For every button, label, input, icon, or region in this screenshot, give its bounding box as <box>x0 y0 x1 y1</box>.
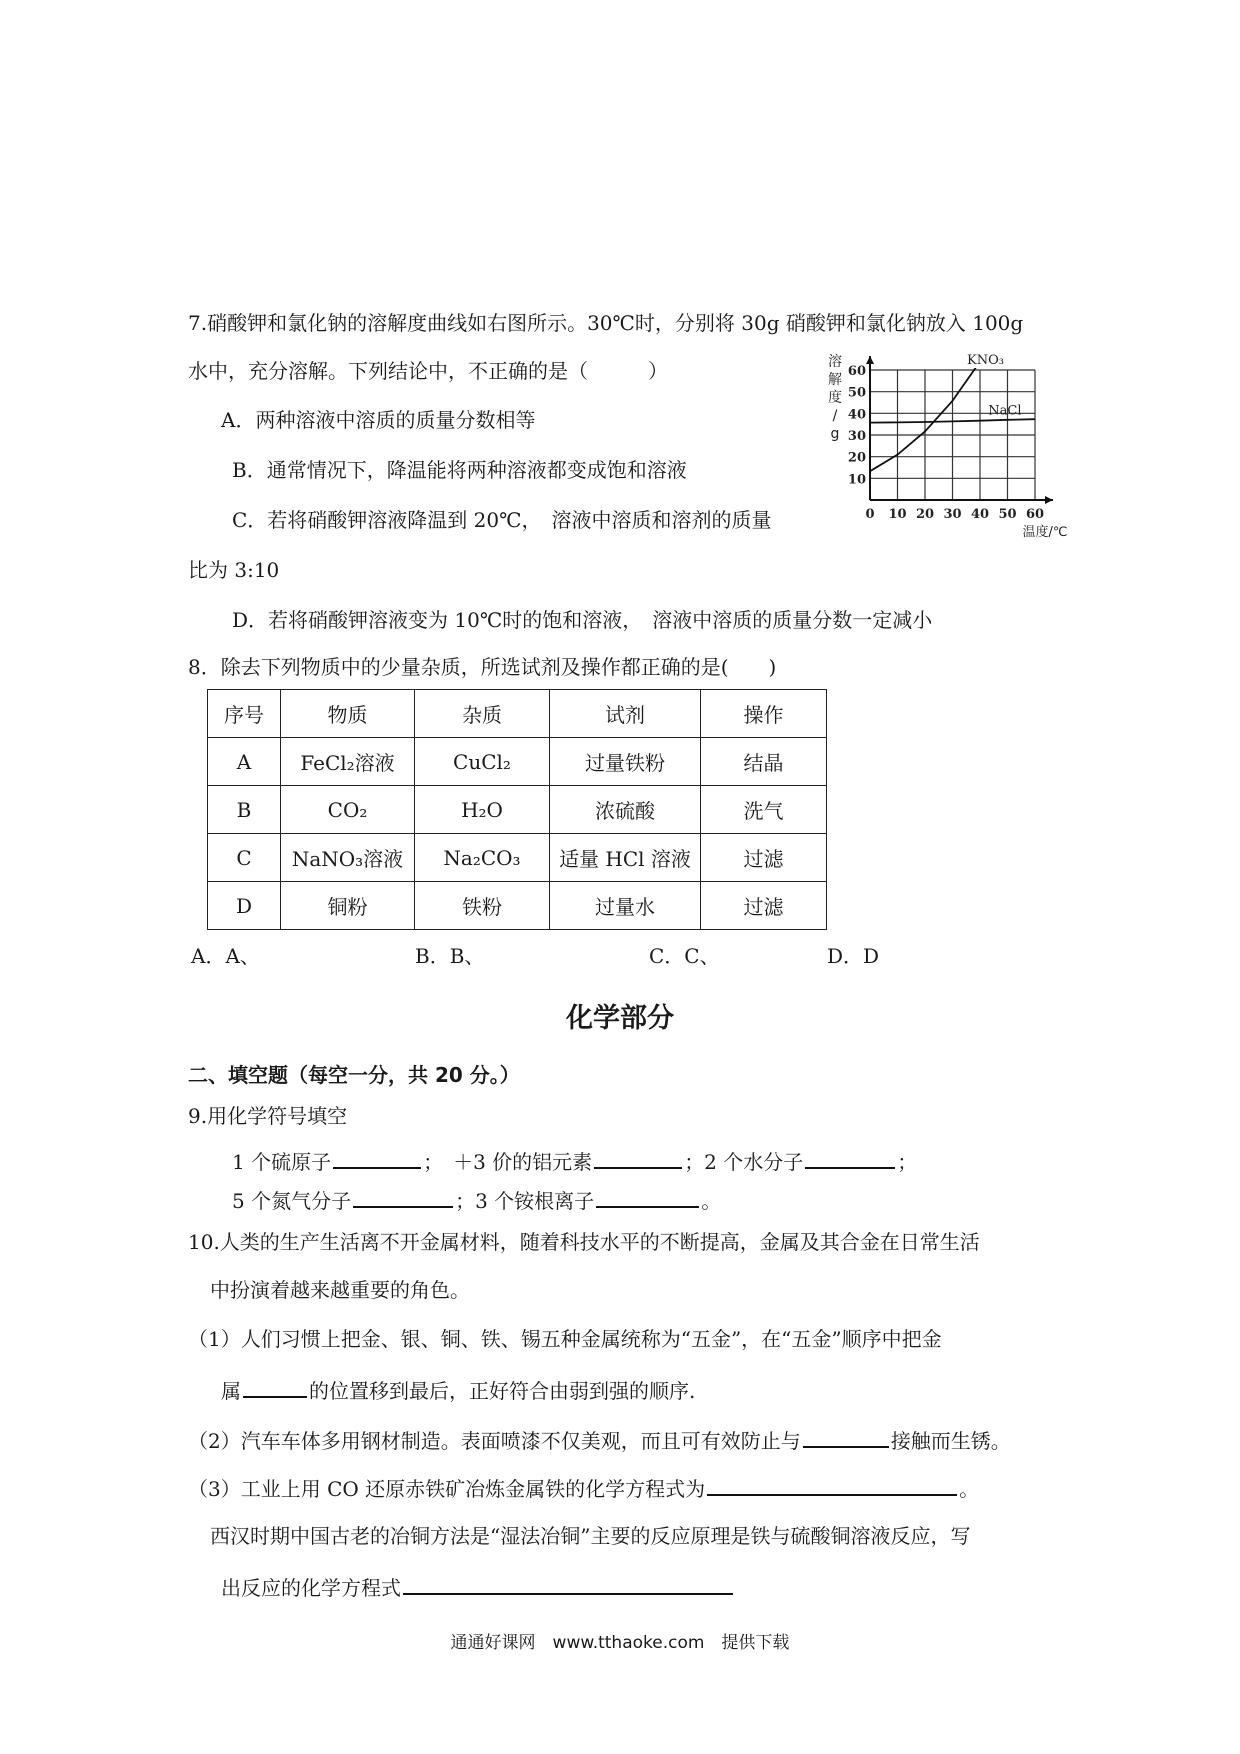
answer-blank[interactable] <box>594 1145 682 1169</box>
solubility-chart <box>825 345 1070 555</box>
q10-part2 <box>188 1424 1011 1455</box>
table-cell: C <box>208 834 281 882</box>
y-tick-label: 40 <box>847 407 866 423</box>
y-axis-label-char: 度 <box>828 390 842 406</box>
table-cell: CuCl₂ <box>415 738 550 786</box>
x-tick-label: 60 <box>1025 507 1045 522</box>
q9-title: 9.用化学符号填空 <box>188 1104 348 1128</box>
y-tick-label: 50 <box>847 385 866 401</box>
q8-answer-b: B．B、 <box>415 944 485 968</box>
q9-item-ammonium: ；3 个铵根离子 <box>455 1189 595 1213</box>
table-cell: Na₂CO₃ <box>415 834 550 882</box>
q10-part1-c: 的位置移到最后，正好符合由弱到强的顺序. <box>309 1379 696 1403</box>
y-axis-label-char: / <box>832 408 838 424</box>
q9-line2 <box>232 1184 721 1215</box>
table-cell: NaNO₃溶液 <box>281 834 415 882</box>
x-tick-label: 40 <box>970 507 990 522</box>
q8-answer-c: C．C、 <box>649 944 720 968</box>
table-header-row <box>208 690 827 738</box>
y-tick-label: 10 <box>847 472 866 488</box>
table-cell: 铁粉 <box>415 882 550 930</box>
part-two-heading: 二、填空题（每空一分，共 20 分。） <box>188 1063 520 1087</box>
section-title: 化学部分 <box>566 1003 674 1034</box>
x-tick-label: 30 <box>943 507 962 522</box>
q10-part1-b: 属 <box>221 1379 241 1403</box>
q10-part1-cont <box>221 1374 695 1405</box>
footer: 通通好课网 www.tthaoke.com 提供下载 <box>450 1633 790 1653</box>
y-tick-label: 30 <box>847 429 866 444</box>
answer-blank[interactable] <box>596 1184 699 1208</box>
q9-item-sulfur-atom: 1 个硫原子 <box>232 1150 332 1174</box>
table-cell: 结晶 <box>701 738 827 786</box>
q9-line1 <box>232 1145 917 1176</box>
q8-stem: 8．除去下列物质中的少量杂质，所选试剂及操作都正确的是( ) <box>188 655 777 679</box>
table-cell: 过滤 <box>701 834 827 882</box>
q9-line1-end: ； <box>897 1150 918 1174</box>
table-header-cell: 杂质 <box>415 690 550 738</box>
table-cell: 过量水 <box>550 882 701 930</box>
table-cell: CO₂ <box>281 786 415 834</box>
x-axis-label: 温度/℃ <box>1022 525 1068 540</box>
table-cell: H₂O <box>415 786 550 834</box>
table-row <box>208 882 827 930</box>
series-label-nacl: NaCl <box>988 403 1022 419</box>
q10-part3-a: （3）工业上用 CO 还原赤铁矿冶炼金属铁的化学方程式为 <box>188 1477 706 1501</box>
reagent-table <box>207 689 827 930</box>
q10-line1: 10.人类的生产生活离不开金属材料，随着科技水平的不断提高，金属及其合金在日常生活 <box>188 1230 980 1254</box>
q9-item-nitrogen: 5 个氮气分子 <box>232 1189 352 1213</box>
q7-option-c: C．若将硝酸钾溶液降温到 20℃， 溶液中溶质和溶剂的质量 <box>232 508 772 532</box>
y-axis-arrow <box>866 356 874 364</box>
q10-part1: （1）人们习惯上把金、银、铜、铁、锡五种金属统称为“五金”，在“五金”顺序中把金 <box>188 1327 942 1351</box>
table-cell: 适量 HCl 溶液 <box>550 834 701 882</box>
q10-part3 <box>188 1472 979 1503</box>
q8-answer-d: D．D <box>827 944 880 968</box>
answer-blank[interactable] <box>403 1571 733 1595</box>
q7-option-a: A．两种溶液中溶质的质量分数相等 <box>221 408 536 432</box>
q8-answer-a: A．A、 <box>191 944 260 968</box>
x-tick-label: 10 <box>888 507 907 522</box>
table-row <box>208 834 827 882</box>
x-tick-label: 0 <box>865 507 875 522</box>
y-axis-label-char: 解 <box>828 372 842 388</box>
table-cell: FeCl₂溶液 <box>281 738 415 786</box>
q7-option-d: D．若将硝酸钾溶液变为 10℃时的饱和溶液， 溶液中溶质的质量分数一定减小 <box>232 608 933 632</box>
q10-part2-a: （2）汽车车体多用钢材制造。表面喷漆不仅美观，而且可有效防止与 <box>188 1429 801 1453</box>
table-header-cell: 操作 <box>701 690 827 738</box>
answer-blank[interactable] <box>805 1145 895 1169</box>
table-header-cell: 试剂 <box>550 690 701 738</box>
q10-part4-cont <box>221 1571 735 1602</box>
q7-stem-line1: 7.硝酸钾和氯化钠的溶解度曲线如右图所示。30℃时，分别将 30g 硝酸钾和氯化钠放入 100g <box>188 311 1024 335</box>
y-axis-label-char: g <box>830 426 840 442</box>
table-cell: 过滤 <box>701 882 827 930</box>
table-header-cell: 序号 <box>208 690 281 738</box>
y-tick-label: 20 <box>847 450 866 466</box>
table-row <box>208 738 827 786</box>
q7-option-b: B．通常情况下，降温能将两种溶液都变成饱和溶液 <box>232 458 687 482</box>
x-tick-label: 50 <box>998 507 1017 522</box>
q10-part4: 西汉时期中国古老的冶铜方法是“湿法冶铜”主要的反应原理是铁与硫酸铜溶液反应，写 <box>210 1524 971 1548</box>
y-tick-label: 60 <box>847 364 866 379</box>
q10-part3-b: 。 <box>959 1477 980 1501</box>
table-cell: 浓硫酸 <box>550 786 701 834</box>
q7-option-c-continued: 比为 3:10 <box>188 558 280 582</box>
table-cell: A <box>208 738 281 786</box>
series-label-kno3: KNO₃ <box>967 353 1004 368</box>
answer-blank[interactable] <box>353 1184 453 1208</box>
table-cell: 过量铁粉 <box>550 738 701 786</box>
q10-part4-b: 出反应的化学方程式 <box>221 1576 401 1600</box>
x-tick-label: 20 <box>915 507 935 522</box>
q10-line2: 中扮演着越来越重要的角色。 <box>210 1278 470 1302</box>
q7-stem-line2: 水中，充分溶解。下列结论中，不正确的是（ ） <box>188 359 668 383</box>
table-row <box>208 786 827 834</box>
table-header-cell: 物质 <box>281 690 415 738</box>
table-cell: D <box>208 882 281 930</box>
q9-item-aluminum: ； ＋3 价的铝元素 <box>423 1150 593 1174</box>
answer-blank[interactable] <box>333 1145 421 1169</box>
answer-blank[interactable] <box>243 1374 307 1398</box>
q10-part2-b: 接触而生锈。 <box>890 1429 1011 1453</box>
table-cell: 铜粉 <box>281 882 415 930</box>
table-cell: B <box>208 786 281 834</box>
answer-blank[interactable] <box>707 1472 957 1496</box>
x-axis-arrow <box>1045 496 1053 504</box>
table-cell: 洗气 <box>701 786 827 834</box>
answer-blank[interactable] <box>803 1424 889 1448</box>
y-axis-label-char: 溶 <box>828 354 842 370</box>
q9-item-water: ；2 个水分子 <box>684 1150 804 1174</box>
q9-line2-end: 。 <box>701 1189 722 1213</box>
